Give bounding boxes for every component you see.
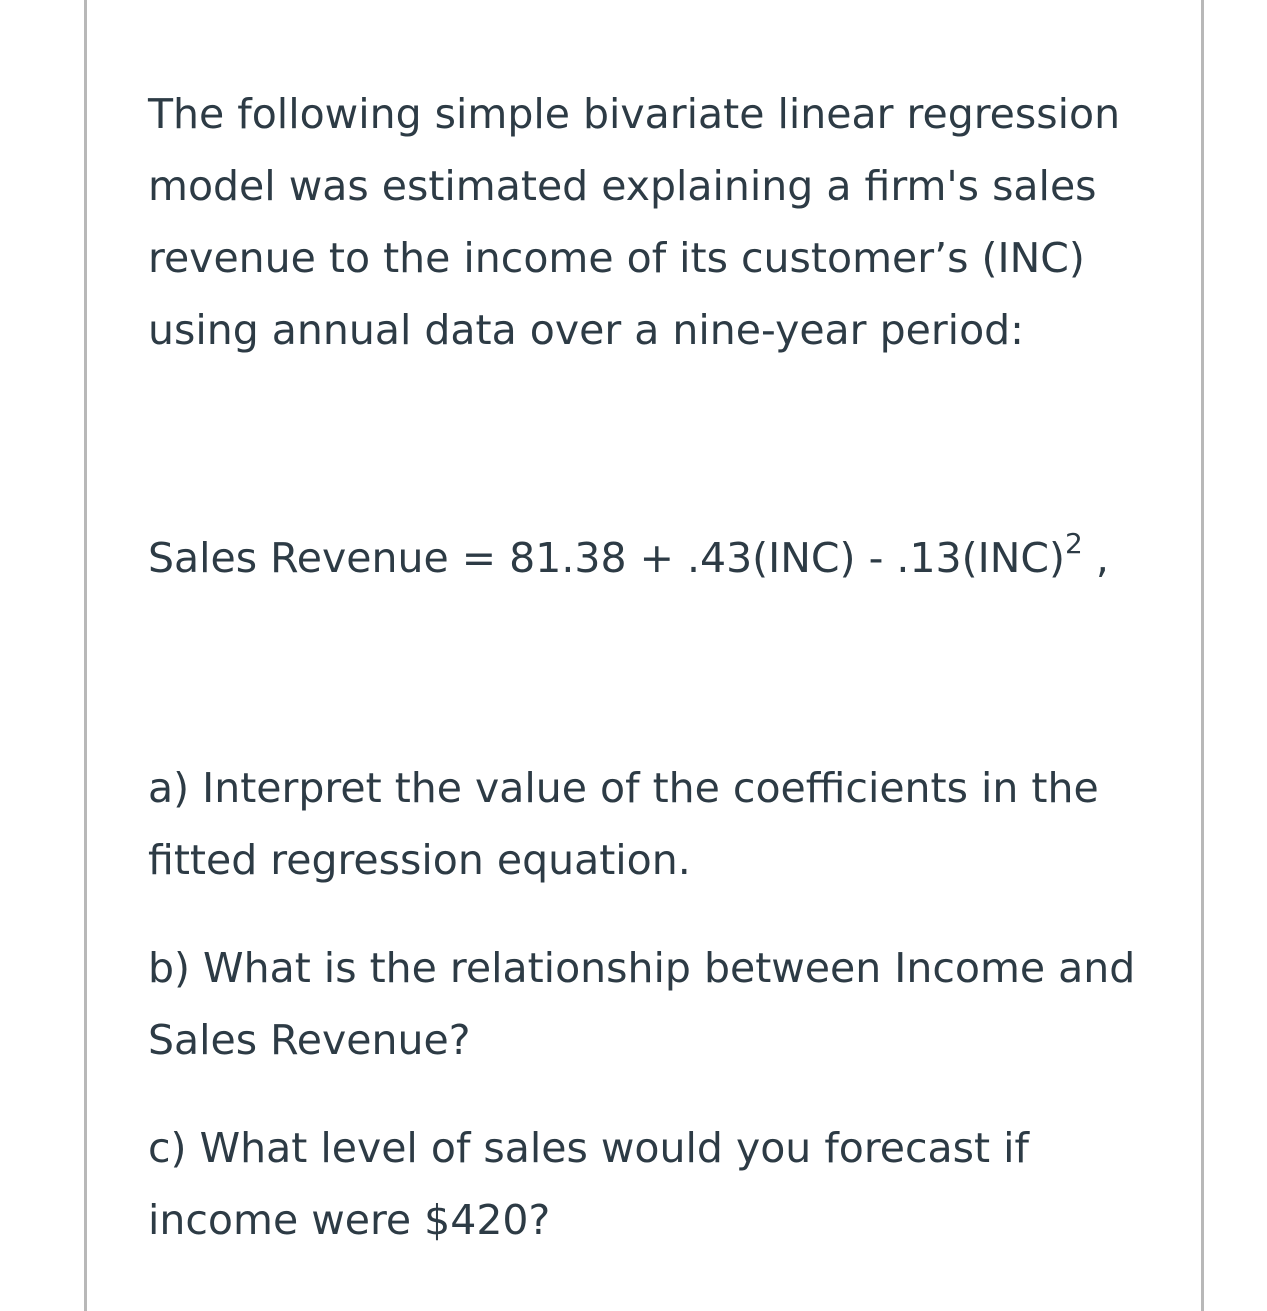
equation-exponent: 2 <box>1065 527 1083 561</box>
problem-intro: The following simple bivariate linear regression model was estimated explaining a firm's sales revenue to the income of its customer’s (INC) using annual data over a nine-year period: <box>148 90 1121 354</box>
equation-lhs: Sales Revenue <box>148 534 449 582</box>
equation-trailing: , <box>1095 534 1109 582</box>
question-c: c) What level of sales would you forecast if income were $420? <box>148 1124 1029 1244</box>
equation-rhs: 81.38 + .43(INC) - .13(INC) <box>509 534 1065 582</box>
equation-equals: = <box>461 534 497 582</box>
question-a: a) Interpret the value of the coefficients in the fitted regression equation. <box>148 764 1099 884</box>
question-b: b) What is the relationship between Income and Sales Revenue? <box>148 944 1136 1064</box>
problem-content <box>148 78 1158 1256</box>
regression-equation <box>148 522 1158 594</box>
